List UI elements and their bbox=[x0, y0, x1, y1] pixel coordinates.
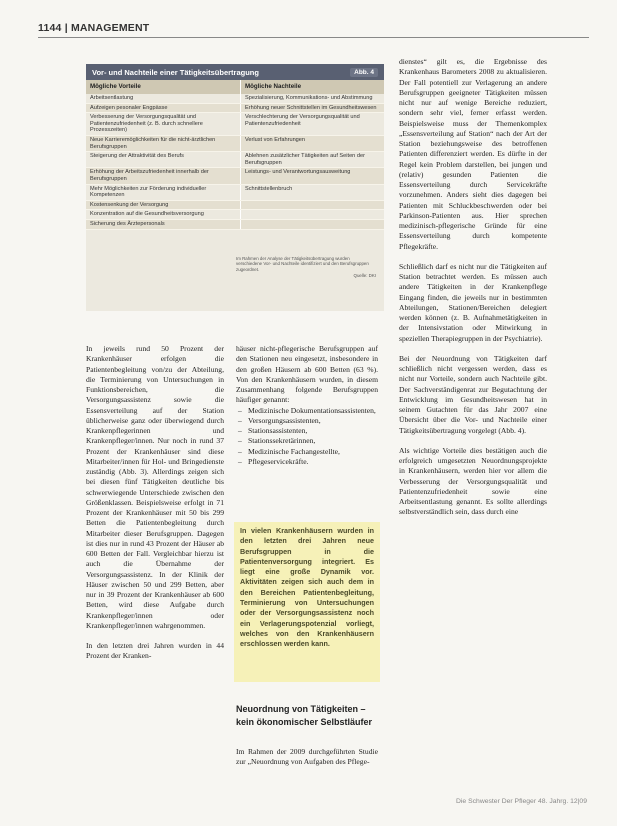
body-paragraph: In jeweils rund 50 Prozent der Krankenhäuser erfolgen die Patientenbegleitung von/zu der Abteilung, die Terminierung von Untersuchungen in Funktionsbereichen, die Versorgungsassistenz sowie die Essensverteilung auf der Station üblicherweise ganz oder überwiegend durch Krankenpflegerinnen und Krankenpfleger/innen. Nur noch in rund 37 Prozent der Krankenhäuser sind diese Mitarbeiter/innen für Hol- und Bringedienste zuständig (Abb. 3). Allerdings zeigen sich bei diesen fünf Tätigkeiten deutliche bis schwerwiegende Unterschiede zwischen den Größenklassen. Beispielsweise erfolgt in 71 Prozent der Krankenhäuser mit 50 bis 299 Betten die Patientenbegleitung durch Mitarbeiter dieser Berufsgruppen. Dagegen ist dies nur in rund 43 Prozent der Häuser ab 600 Betten der Fall. Vergleichbar hierzu ist auch die Übernahme der Versorgungsassistenz. In der Klinik der Häuser zwischen 50 und 299 Betten, aber nur in 39 Prozent der Krankenhäuser ab 600 Betten, wird diese Aufgabe durch Krankenpfleger/innen oder Krankenpfleger/innen wahrgenommen. bbox=[86, 344, 224, 630]
figure-row bbox=[86, 136, 384, 152]
list-item: – Pflegeservicekräfte. bbox=[236, 457, 378, 467]
figure-note-text: Im Rahmen der Analyse der Tätigkeitsübertragung wurden verschiedene Vor- und Nachteile identifiziert und den Berufsgruppen zugeordnet. bbox=[236, 256, 369, 272]
figure-row bbox=[86, 113, 384, 136]
section-heading: Neuordnung von Tätigkeiten – kein ökonomischer Selbstläufer bbox=[236, 704, 373, 727]
pro-cell: Konzentration auf die Gesundheitsversorgung bbox=[86, 210, 241, 219]
body-paragraph: Bei der Neuordnung von Tätigkeiten darf schließlich nicht vergessen werden, dass es nicht nur Vorteile, sondern auch Nachteile gibt. Der Sachverständigenrat zur Begutachtung der Entwicklung im Gesundheitswesen hat in seinem Gutachten für das Jahr 2007 eine Übersicht über die Vor- und Nachteile einer Tätigkeitsübertragung vorgelegt (Abb. 4). bbox=[399, 353, 547, 435]
figure-row bbox=[86, 185, 384, 201]
profession-list bbox=[236, 406, 378, 468]
con-cell: Leistungs- und Verantwortungsausweitung bbox=[245, 169, 351, 176]
con-cell bbox=[241, 201, 384, 210]
highlight-callout: In vielen Krankenhäusern wurden in den letzten drei Jahren neue Berufsgruppen in die Patientenversorgung integriert. Es liegt eine große Dynamik vor. Aktivitäten zeigen sich auch dem in den Bereichen Patientenbegleitung, Terminierung von Untersuchungen oder der Versorgungsassistenz noch ein Verlagerungspotenzial vorliegt, welches von den Krankenhäusern erschlossen werden kann. bbox=[234, 522, 380, 682]
figure-source: Quelle: DKI bbox=[353, 273, 376, 279]
figure-title-bar bbox=[86, 64, 384, 80]
cons-header: Mögliche Nachteile bbox=[245, 83, 302, 90]
list-item: – Versorgungsassistenten, bbox=[236, 416, 378, 426]
body-paragraph: Schließlich darf es nicht nur die Tätigkeiten auf Station betrachtet werden. Es müssen auch andere Tätigkeiten in der Krankenpflege Eingang finden, die jeweils nur in bestimmten Abteilungen, Stationen/Bereichen delegiert werden können (z. B. Aufnahmetätigkeiten in der Intensivstation oder Mitwirkung in speziellen Therapiegruppen in der Psychiatrie). bbox=[399, 261, 547, 343]
pro-cell: Kostensenkung der Versorgung bbox=[86, 201, 241, 210]
figure-row bbox=[86, 220, 384, 230]
page-header: 1144 | MANAGEMENT bbox=[38, 22, 150, 34]
pro-cell: Steigerung der Attraktivität des Berufs bbox=[86, 152, 241, 167]
figure-column-headers bbox=[86, 80, 384, 94]
con-cell bbox=[241, 210, 384, 219]
list-item: – Medizinische Fachangestellte, bbox=[236, 447, 378, 457]
list-item: – Stationsassistenten, bbox=[236, 426, 378, 436]
con-cell: Ablehnen zusätzlicher Tätigkeiten auf Seiten der Berufsgruppen bbox=[245, 153, 365, 166]
figure-note bbox=[236, 256, 376, 279]
body-paragraph: Im Rahmen der 2009 durchgeführten Studie zur „Neuordnung von Aufgaben des Pflege- bbox=[236, 747, 378, 767]
con-cell bbox=[241, 220, 384, 229]
figure-tag: Abb. 4 bbox=[350, 68, 378, 77]
figure-rows bbox=[86, 94, 384, 230]
pro-cell: Arbeitsentlastung bbox=[86, 94, 241, 103]
pro-cell: Erhöhung der Arbeitszufriedenheit innerhalb der Berufsgruppen bbox=[86, 168, 241, 183]
body-paragraph: Als wichtige Vorteile dies bestätigen auch die erfolgreich umgesetzten Neuordnungsprojekte in Krankenhäusern, werden hier vor allem die Verbesserung der Versorgungsqualität und Patientenzufriedenheit sowie eine Arbeitsentlastung genannt. Es sollte allerdings selbstverständlich sein, dass durch eine bbox=[399, 445, 547, 517]
body-paragraph: dienstes“ gilt es, die Ergebnisse des Krankenhaus Barometers 2008 zu aktualisieren. Der Fall potentiell zur Verlagerung an andere Berufsgruppen geeigneter Tätigkeiten müssen nicht nur auf wenige Bereiche reduziert, sondern sehr viel, ferner erfasst werden. Beispielsweise muss der Themenkomplex „Essensverteilung auf Station“ nach der Art der Station beziehungsweise des betroffenen Patienten differenziert werden. Es dürfte in der Regel kein Problem darstellen, bei jungen und (relativ) gesunden Patienten die Essensverteilung durch Servicekräfte vorzunehmen. Anders sieht dies dagegen bei Patienten mit Schluckbeschwerden oder bei Parkinson-Patienten aus. Hier sprechen medizinisch-pflegerische Gründe für eine Essensverteilung durch kompetente Pflegekräfte. bbox=[399, 57, 547, 251]
text-column-3 bbox=[399, 57, 547, 518]
pros-header: Mögliche Vorteile bbox=[86, 80, 241, 94]
text-column-2-continued bbox=[236, 747, 378, 768]
text-column-2 bbox=[236, 344, 378, 467]
pro-cell: Verbesserung der Versorgungsqualität und Patientenzufriedenheit (z. B. durch schnellere Prozesszeiten) bbox=[86, 113, 241, 135]
con-cell: Spezialisierung, Kommunikations- und Abstimmung bbox=[245, 95, 373, 101]
pros-cons-figure bbox=[86, 64, 384, 311]
list-item: – Medizinische Dokumentationsassistenten, bbox=[236, 406, 378, 416]
figure-row bbox=[86, 152, 384, 168]
body-paragraph: häuser nicht-pflegerische Berufsgruppen auf den Stationen neu eingesetzt, insbesondere in den großen Häusern ab 600 Betten (63 %). Von den Krankenhäusern wurden, in diesem Zusammenhang folgende Berufsgruppen häufiger genannt: bbox=[236, 344, 378, 405]
pro-cell: Neue Karrieremöglichkeiten für die nicht-ärztlichen Berufsgruppen bbox=[86, 136, 241, 151]
figure-row bbox=[86, 201, 384, 211]
con-cell: Erhöhung neuer Schnittstellen im Gesundheitswesen bbox=[245, 104, 377, 111]
figure-row bbox=[86, 168, 384, 184]
text-column-1 bbox=[86, 344, 224, 662]
body-paragraph: In den letzten drei Jahren wurden in 44 Prozent der Kranken- bbox=[86, 641, 224, 661]
con-cell: Schnittstellenbruch bbox=[245, 185, 293, 192]
page-footer: Die Schwester Der Pfleger 48. Jahrg. 12|09 bbox=[456, 798, 587, 805]
con-cell: Verlust von Erfahrungen bbox=[245, 136, 306, 143]
list-item: – Stationssekretärinnen, bbox=[236, 436, 378, 446]
con-cell: Verschlechterung der Versorgungsqualität und Patientenzufriedenheit bbox=[245, 114, 360, 127]
figure-row bbox=[86, 104, 384, 114]
figure-row bbox=[86, 94, 384, 104]
pro-cell: Aufzeigen pesonaler Engpässe bbox=[86, 104, 241, 113]
figure-row bbox=[86, 210, 384, 220]
pro-cell: Mehr Möglichkeiten zur Förderung individueller Kompetenzen bbox=[86, 185, 241, 200]
header-divider bbox=[38, 37, 589, 38]
figure-title: Vor- und Nachteile einer Tätigkeitsübertragung bbox=[92, 67, 259, 77]
pro-cell: Sicherung des Ärztepersonals bbox=[86, 220, 241, 229]
